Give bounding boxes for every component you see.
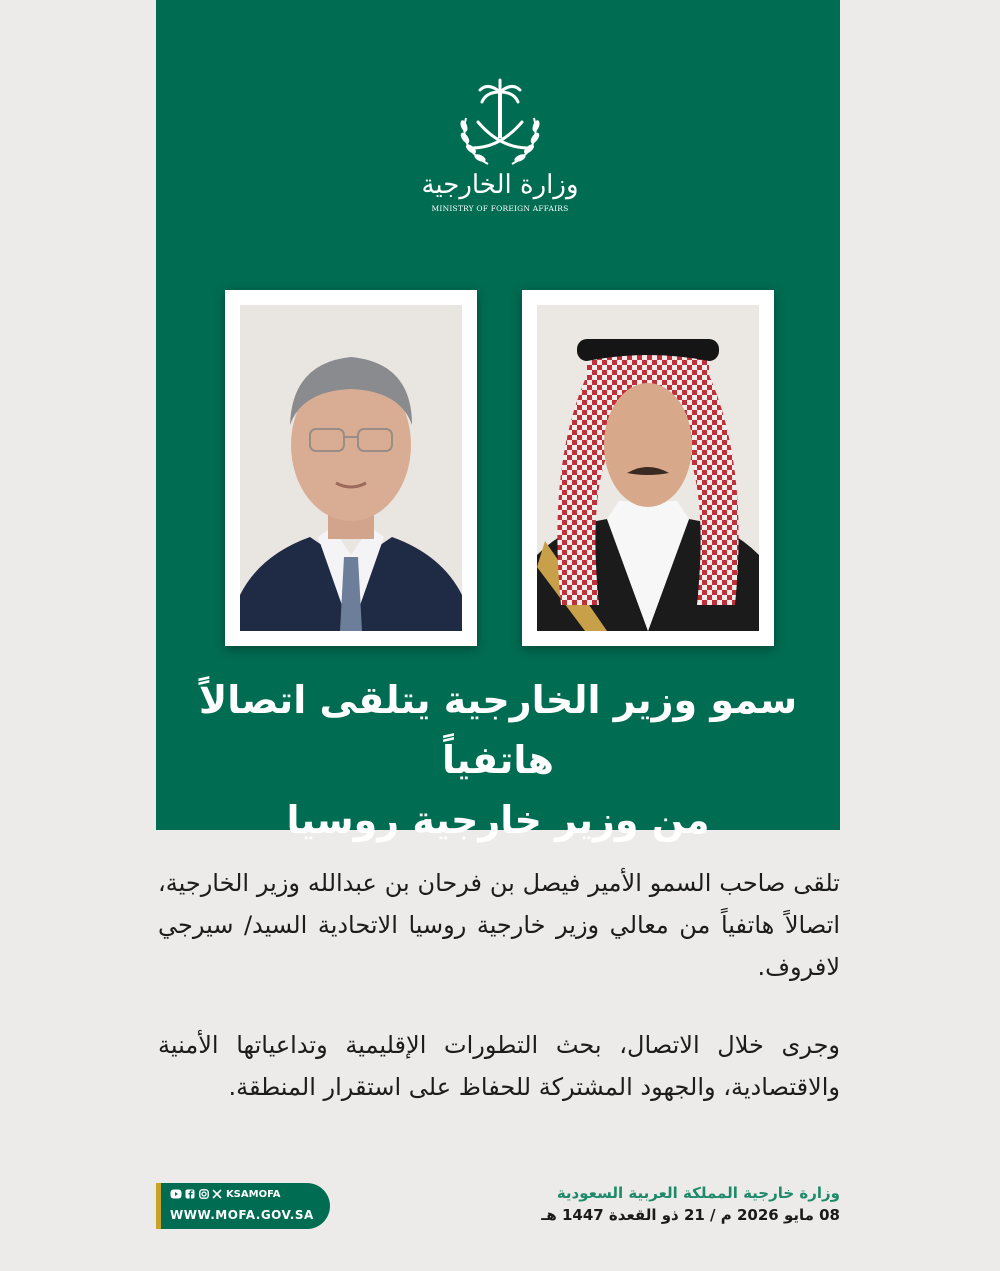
headline bbox=[180, 670, 816, 850]
social-badge bbox=[156, 1183, 330, 1229]
body-paragraph-1: تلقى صاحب السمو الأمير فيصل بن فرحان بن عبدالله وزير الخارجية، اتصالاً هاتفياً من معالي وزير خارجية روسيا الاتحادية السيد/ سيرجي لافروف. bbox=[158, 869, 840, 981]
website-link[interactable]: WWW.MOFA.GOV.SA bbox=[170, 1208, 314, 1222]
portrait-photo-right bbox=[537, 305, 759, 631]
youtube-icon[interactable] bbox=[170, 1189, 182, 1199]
footer-organization: وزارة خارجية المملكة العربية السعودية bbox=[556, 1184, 840, 1202]
ministry-name-arabic: وزارة الخارجية bbox=[421, 170, 579, 200]
portrait-frame-right bbox=[522, 290, 774, 646]
ministry-name-english: MINISTRY OF FOREIGN AFFAIRS bbox=[431, 204, 569, 213]
body-paragraph-2: وجرى خلال الاتصال، بحث التطورات الإقليمية وتداعياتها الأمنية والاقتصادية، والجهود المشتركة للحفاظ على استقرار المنطقة. bbox=[158, 1031, 840, 1101]
portrait-photo-left bbox=[240, 305, 462, 631]
portrait-man-shemagh-image bbox=[537, 305, 759, 631]
headline-line-1: سمو وزير الخارجية يتلقى اتصالاً هاتفياً bbox=[198, 678, 798, 782]
instagram-icon[interactable] bbox=[199, 1189, 209, 1199]
portrait-man-suit-image bbox=[240, 305, 462, 631]
palm-swords-emblem-icon bbox=[418, 78, 582, 170]
social-icons-row bbox=[170, 1189, 281, 1200]
facebook-icon[interactable] bbox=[185, 1189, 195, 1199]
footer-attribution bbox=[541, 1182, 840, 1226]
headline-line-2: من وزير خارجية روسيا bbox=[286, 798, 710, 842]
ministry-logo bbox=[418, 78, 582, 218]
footer-date: 08 مايو 2026 م / 21 ذو القعدة 1447 هـ bbox=[541, 1206, 840, 1224]
portrait-frame-left bbox=[225, 290, 477, 646]
badge-gold-stripe bbox=[156, 1183, 161, 1229]
x-icon[interactable] bbox=[212, 1189, 222, 1199]
social-handle[interactable]: KSAMOFA bbox=[225, 1189, 281, 1200]
